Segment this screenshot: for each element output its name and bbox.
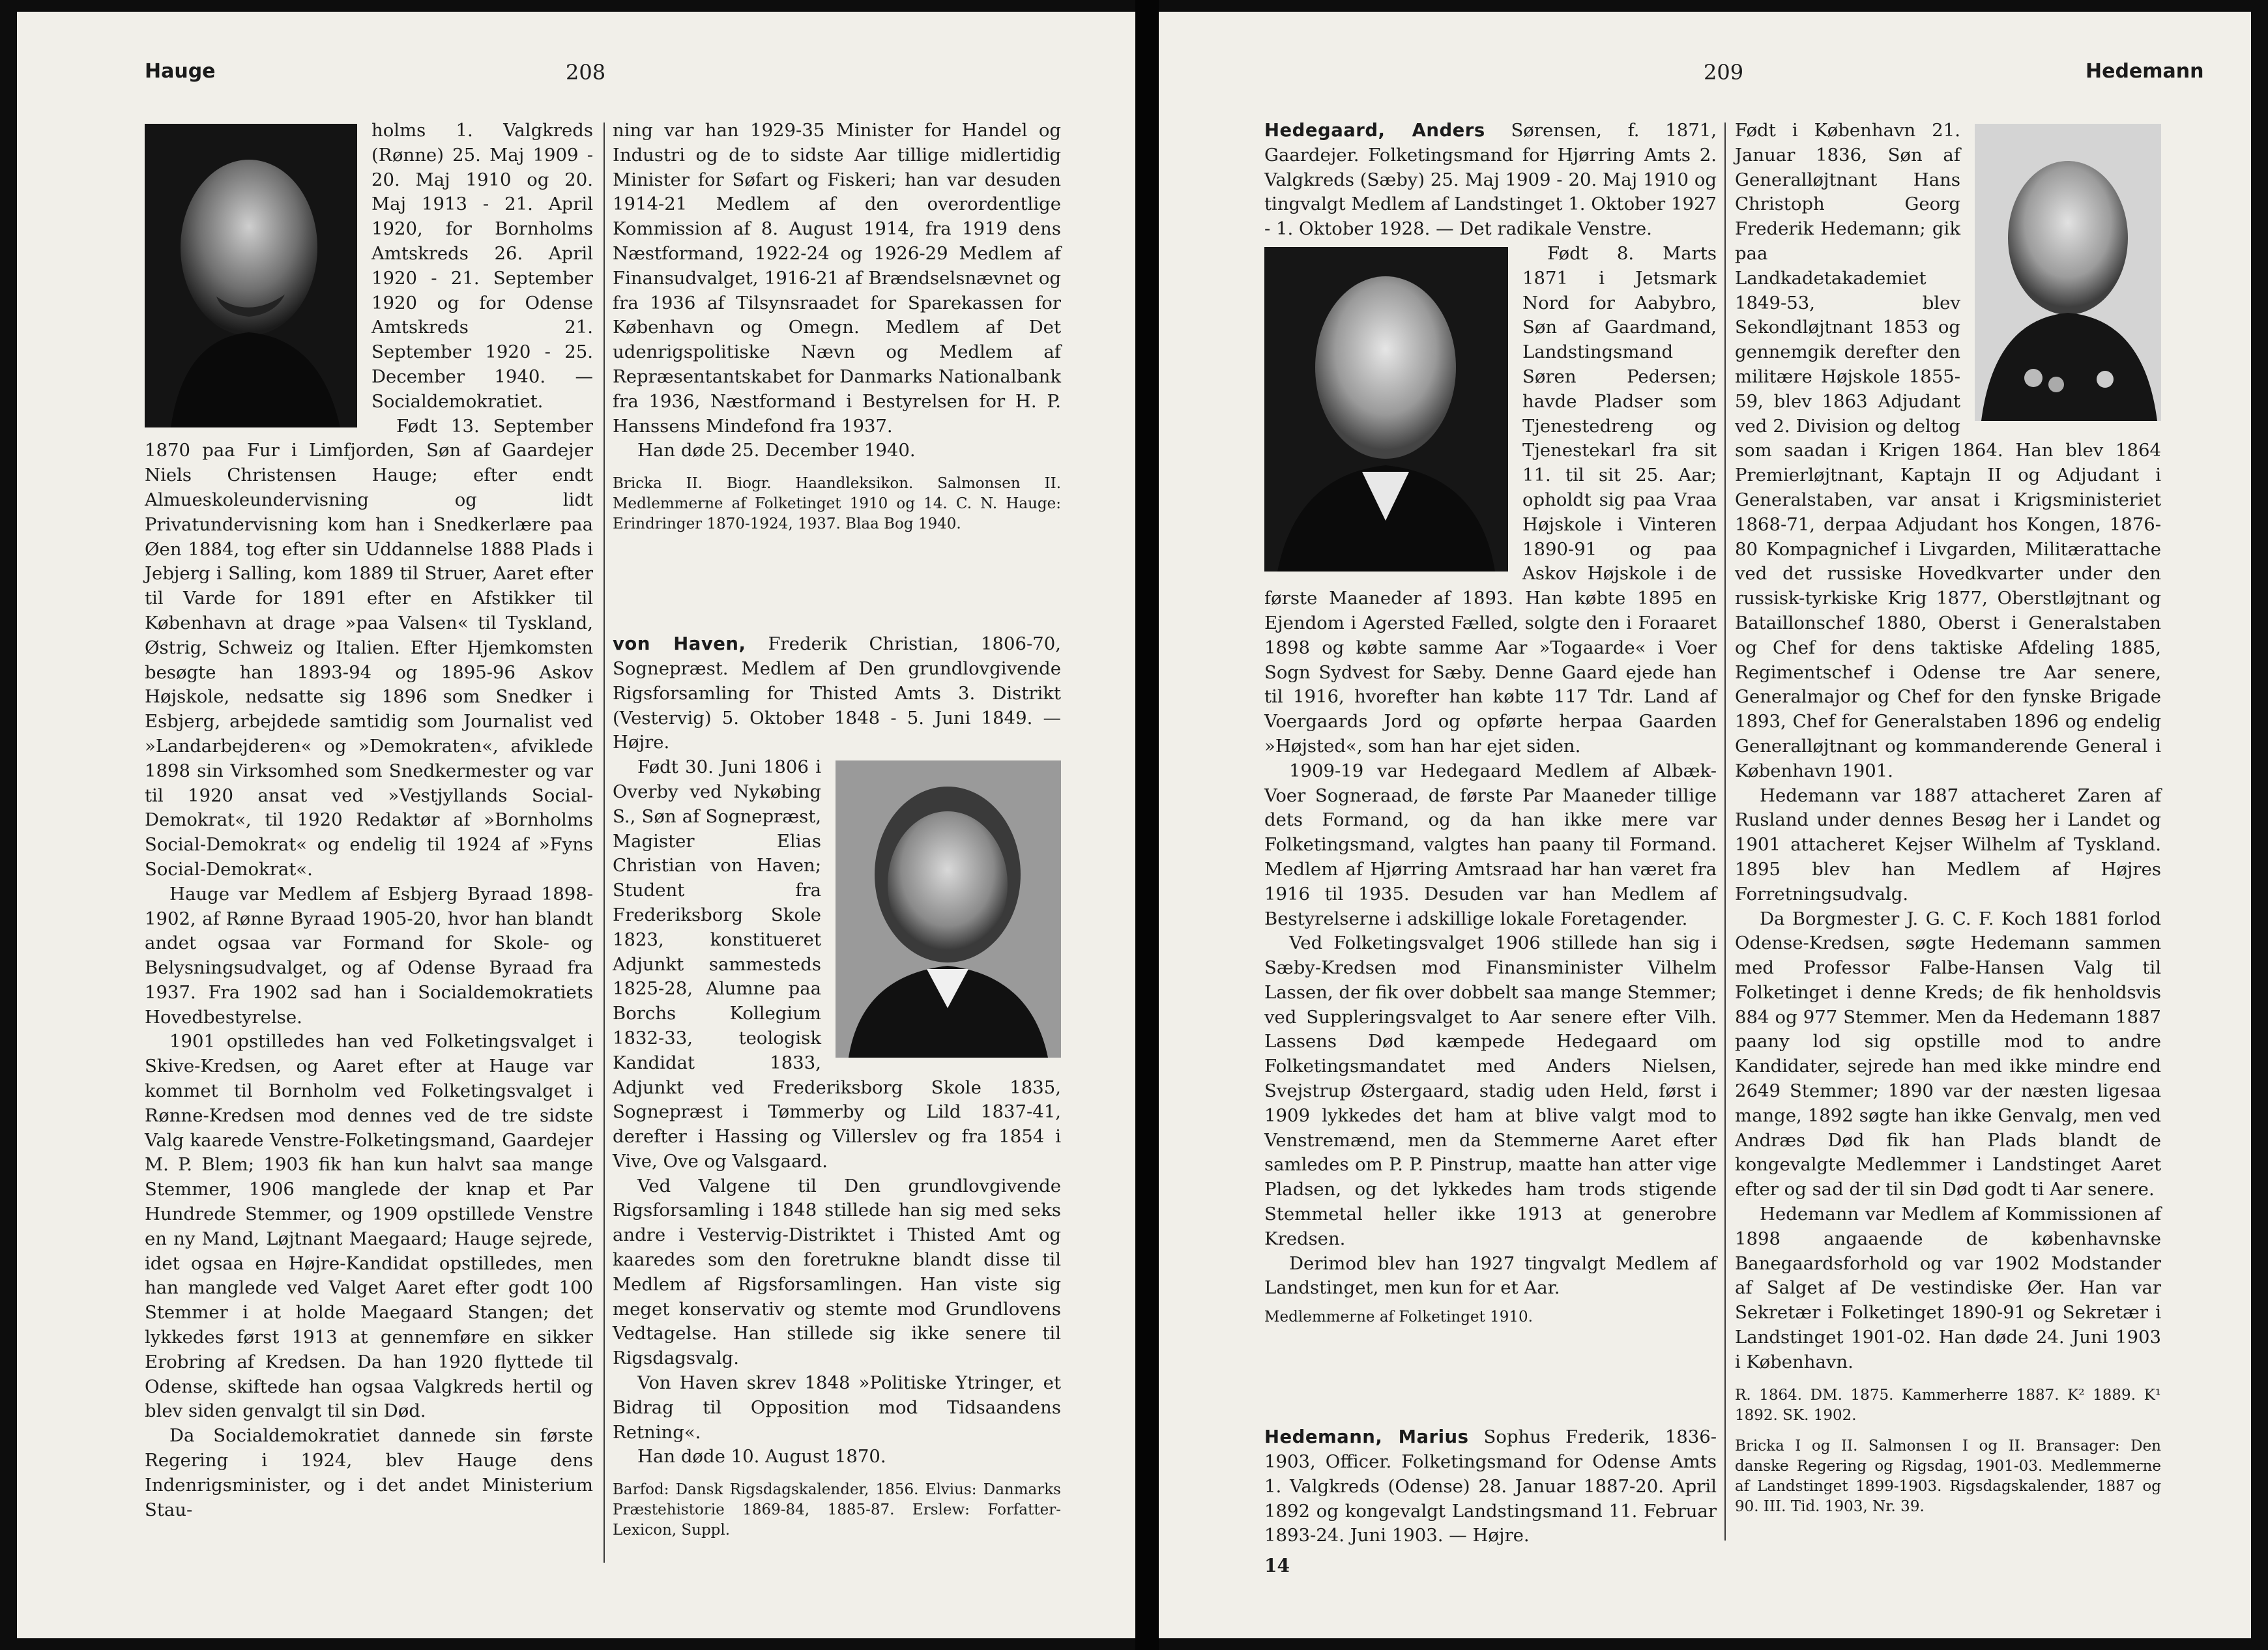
portrait-hedegaard [1264,247,1508,572]
right-column-2: Født i København 21. Januar 1836, Søn af Generalløjtnant Hans Christoph Georg Frederik Hedemann; gik paa Landkadetakademiet 1849-53, blev Sekondløjtnant 1853 og gennemgik derefter den militære Højskole 1855-59, blev 1863 Adjudant ved 2. Division og deltog som saadan i Krigen 1864. Han blev 1864 Premierløjtnant, Kaptajn II og Adjudant i Generalstaben, var ansat i Krigsministeriet 1868-71, derpaa Adjudant hos Kongen, 1876-80 Kompagnichef i Livgarden, Militærattache ved det russiske Hovedkvarter under den russisk-tyrkiske Krig 1877, Oberstløjtnant og Bataillonschef 1880, Oberst i Generalstaben og Chef for dens taktiske Afdeling 1885, Regimentschef i Odense tre Aar senere, Generalmajor og Chef for den fynske Brigade 1893, Chef for Generalstaben 1896 og endelig Generalløjtnant og kommanderende General i København 1901. Hedemann var 1887 attacheret Zaren af Rusland under dennes Besøg her i Landet og 1901 attacheret Kejser Wilhelm af Tyskland. 1895 blev han Medlem af Højres Forretningsudvalg. Da Borgmester J. G. C. F. Koch 1881 forlod Odense-Kredsen, søgte Hedemann sammen med Professor Falbe-Hansen Valg til Folketinget i denne Kreds; de fik henholdsvis 884 og 977 Stemmer. Men da Hedemann 1887 paany lod sig opstille mod to andre Kandidater, sejrede han med ikke mindre end 2649 Stemmer; 1890 var der næsten ligesaa mange, 1892 søgte han ikke Genvalg, men ved Andræs Død fik han Plads blandt de kongevalgte Medlemmer i Landstinget Aaret efter og sad der til sin Død godt ti Aar senere. Hedemann var Medlem af Kommissionen af 1898 angaaende de københavnske Banegaardsforhold og var 1902 Modstander af Salget af De vestindiske Øer. Han var Sekretær i Folketinget 1890-91 og Sekretær i Landstinget 1901-02. Han døde 24. Juni 1903 i København. R. 1864. DM. 1875. Kammerherre 1887. K² 1889. K¹ 1892. SK. 1902. Bricka I og II. Salmonsen I og II. Bransager: Den danske Regering og Rigsdag, 1901-03. Medlemmerne af Landstinget 1899-1903. Rigsdagskalender, 1887 og 90. III. Tid. 1903, Nr. 39. [1735,119,2161,1517]
left-column-2: ning var han 1929-35 Minister for Handel og Industri og de to sidste Aar tillige midlertidig Minister for Søfart og Fiskeri; han var desuden 1914-21 Medlem af den overordentlige Kommission af 8. August 1914, fra 1919 dens Næstformand, 1922-24 og 1926-29 Medlem af Finansudvalget, 1916-21 af Brændselsnævnet og fra 1936 af Tilsynsraadet for Sparekassen for København og Omegn. Medlem af Det udenrigspolitiske Nævn og Medlem af Repræsentantskabet for Danmarks Nationalbank fra 1936, Næstformand i Bestyrelsen for H. P. Hanssens Mindefond fra 1937. Han døde 25. December 1940. Bricka II. Biogr. Haandleksikon. Salmonsen II. Medlemmerne af Folketinget 1910 og 14. C. N. Hauge: Erindringer 1870-1924, 1937. Blaa Bog 1940. von Haven, Frederik Christian, 1806-70, Sognepræst. Medlem af Den grundlovgivende Rigsforsamling for Thisted Amts 3. Distrikt (Vestervig) 5. Oktober 1848 - 5. Juni 1849. — Højre. Født 30. Juni 1806 i Overby ved Nykøbing S., Søn af Sognepræst, Magister Elias Christian von Haven; Student fra Frederiksborg Skole 1823, konstitueret Adjunkt sammesteds 1825-28, Alumne paa Borchs Kollegium 1832-33, teologisk Kandidat 1833, Adjunkt ved Frederiksborg Skole 1835, Sognepræst i Tømmerby og Lild 1837-41, derefter i Hassing og Villerslev og fra 1854 i Vive, Ove og Valsgaard. Ved Valgene til Den grundlovgivende Rigsforsamling i 1848 stillede han sig med seks andre i Vestervig-Distriktet i Thisted Amt og kaaredes som den foretrukne blandt disse til Medlem af Rigsforsamlingen. Han viste sig meget konservativ og stemte mod Grundlovens Vedtagelse. Han stillede sig ikke senere til Rigsdagsvalg. Von Haven skrev 1848 »Politiske Ytringer, et Bidrag til Opposition mod Tidsaandens Retning«. Han døde 10. August 1870. Barfod: Dansk Rigsdagskalender, 1856. Elvius: Danmarks Præstehistorie 1869-84, 1885-87. Erslew: Forfatter-Lexicon, Suppl. [613,119,1061,1541]
entry-name-von-haven: von Haven, [613,633,746,655]
signature-mark: 14 [1264,1555,1290,1576]
portrait-von-haven [836,760,1061,1058]
entry-hedemann: Hedemann, Marius Sophus Frederik, 1836-1903, Officer. Folketingsmand for Odense Amts 1. Valgkreds (Odense) 28. Januar 1887-20. April 1892 og kongevalgt Landstingsmand 11. Februar 1893-24. Juni 1903. — Højre. [1264,1426,1717,1546]
column-rule-left [603,123,605,1563]
references-hedemann: Bricka I og II. Salmonsen I og II. Bransager: Den danske Regering og Rigsdag, 1901-03. Medlemmerne af Landstinget 1899-1903. Rigsdagskalender, 1887 og 90. III. Tid. 1903, Nr. 39. [1735,1437,2161,1515]
portrait-hedemann [1975,124,2161,421]
references-hedegaard: Medlemmerne af Folketinget 1910. [1264,1309,1533,1326]
entry-name-hedemann: Hedemann, Marius [1264,1426,1469,1448]
left-page [17,12,1135,1638]
column-rule-right [1724,123,1726,1541]
entry-name-hedegaard: Hedegaard, Anders [1264,120,1485,141]
entry-von-haven: von Haven, Frederik Christian, 1806-70, Sognepræst. Medlem af Den grundlovgivende Rigsforsamling for Thisted Amts 3. Distrikt (Vestervig) 5. Oktober 1848 - 5. Juni 1849. — Højre. [613,633,1061,753]
running-head-right: Hedemann [2086,60,2204,83]
references-von-haven: Barfod: Dansk Rigsdagskalender, 1856. Elvius: Danmarks Præstehistorie 1869-84, 1885-87. Erslew: Forfatter-Lexicon, Suppl. [613,1481,1061,1539]
page-number-left: 208 [566,60,606,85]
book-gutter [1135,0,1159,1650]
left-column-1: holms 1. Valgkreds (Rønne) 25. Maj 1909 - 20. Maj 1910 og 20. Maj 1913 - 21. April 1920, for Bornholms Amtskreds 26. April 1920 - 21. September 1920 og for Odense Amtskreds 21. September 1920 - 25. December 1940. — Socialdemokratiet. Født 13. September 1870 paa Fur i Limfjorden, Søn af Gaardejer Niels Christensen Hauge; efter endt Almueskoleundervisning og lidt Privatundervisning kom han i Snedkerlære paa Øen 1884, tog efter sin Uddannelse 1888 Plads i Jebjerg i Salling, kom 1889 til Struer, Aaret efter til Varde for 1891 efter en Afstikker til København at drage »paa Valsen« til Tyskland, Østrig, Schweiz og Italien. Efter Hjemkomsten besøgte han 1893-94 og 1895-96 Askov Højskole, nedsatte sig 1896 som Snedker i Esbjerg, arbejdede samtidig som Journalist ved »Landarbejderen« og »Demokraten«, afviklede 1898 sin Virksomhed som Snedkermester og var til 1920 ansat ved »Vestjyllands Social-Demokrat«, til 1920 Redaktør af »Bornholms Social-Demokrat« og endelig til 1924 af »Fyns Social-Demokrat«. Hauge var Medlem af Esbjerg Byraad 1898-1902, af Rønne Byraad 1905-20, hvor han blandt andet ogsaa var Formand for Skole- og Belysningsudvalget, og af Odense Byraad fra 1937. Fra 1902 sad han i Socialdemokratiets Hovedbestyrelse. 1901 opstilledes han ved Folketingsvalget i Skive-Kredsen, og Aaret efter at Hauge var kommet til Bornholm ved Folketingsvalget i Rønne-Kredsen mod dennes ved de tre sidste Valg kaarede Venstre-Folketingsmand, Gaardejer M. P. Blem; 1903 fik han kun halvt saa mange Stemmer, 1906 manglede der knap et Par Hundrede Stemmer, og 1909 opstillede Venstre en ny Mand, Løjtnant Maegaard; Hauge sejrede, idet ogsaa en Højre-Kandidat opstilledes, men han manglede ved Valget Aaret efter godt 100 Stemmer i at holde Maegaard Stangen; det lykkedes først 1913 at gennemføre en sikker Erobring af Kredsen. Da han 1920 flyttede til Odense, skiftede han ogsaa Valgkreds hertil og blev siden genvalgt til sin Død. Da Socialdemokratiet dannede sin første Regering i 1924, blev Hauge dens Indenrigsminister, og i det andet Ministerium Stau- [145,120,593,1520]
entry-hedegaard: Hedegaard, Anders Sørensen, f. 1871, Gaardejer. Folketingsmand for Hjørring Amts 2. Valgkreds (Sæby) 25. Maj 1909 - 20. Maj 1910 og tingvalgt Medlem af Landstinget 1. Oktober 1927 - 1. Oktober 1928. — Det radikale Venstre. [1264,120,1717,240]
right-page [1159,12,2251,1638]
references-hauge: Bricka II. Biogr. Haandleksikon. Salmonsen II. Medlemmerne af Folketinget 1910 og 14. C. N. Hauge: Erindringer 1870-1924, 1937. Blaa Bog 1940. [613,475,1061,533]
page-number-right: 209 [1704,60,1744,85]
right-column-1: Hedegaard, Anders Sørensen, f. 1871, Gaardejer. Folketingsmand for Hjørring Amts 2. Valgkreds (Sæby) 25. Maj 1909 - 20. Maj 1910 og tingvalgt Medlem af Landstinget 1. Oktober 1927 - 1. Oktober 1928. — Det radikale Venstre. Født 8. Marts 1871 i Jetsmark Nord for Aabybro, Søn af Gaardmand, Landstingsmand Søren Pedersen; havde Pladser som Tjenestedreng og Tjenestekarl fra sit 11. til sit 25. Aar; opholdt sig paa Vraa Højskole i Vinteren 1890-91 og paa Askov Højskole i de første Maaneder af 1893. Han købte 1895 en Ejendom i Agersted Fælled, solgte den i Foraaret 1898 og købte samme Aar »Togaarde« i Voer Sogn Sydvest for Sæby. Denne Gaard ejede han til 1916, hvorefter han købte 117 Tdr. Land af Voergaards Jord og opførte herpaa Gaarden »Højsted«, som han har ejet siden. 1909-19 var Hedegaard Medlem af Albæk-Voer Sogneraad, de første Par Maaneder tillige dets Formand, og da han ikke mere var Folketingsmand, valgtes han paany til Formand. Medlem af Hjørring Amtsraad har han været fra 1916 til 1935. Desuden var han Medlem af Bestyrelserne i adskillige lokale Foretagender. Ved Folketingsvalget 1906 stillede han sig i Sæby-Kredsen mod Finansminister Vilhelm Lassen, der fik over dobbelt saa mange Stemmer; ved Suppleringsvalget to Aar senere efter Vilh. Lassens Død kæmpede Hedegaard om Folketingsmandatet med Anders Nielsen, Svejstrup Østergaard, stadig uden Held, først i 1909 lykkedes det ham at blive valgt mod to Venstremænd, men da Stemmerne Aaret efter samledes om P. P. Pinstrup, maatte han atter vige Pladsen, og det lykkedes ham trods stigende Stemmetal heller ikke 1913 at generobre Kredsen. Derimod blev han 1927 tingvalgt Medlem af Landstinget, men kun for et Aar. Medlemmerne af Folketinget 1910. Hedemann, Marius Sophus Frederik, 1836-1903, Officer. Folketingsmand for Odense Amts 1. Valgkreds (Odense) 28. Januar 1887-20. April 1892 og kongevalgt Landstingsmand 11. Februar 1893-24. Juni 1903. — Højre. [1264,119,1717,1548]
running-head-left: Hauge [145,60,216,83]
portrait-hauge [145,124,357,427]
orders-hedemann: R. 1864. DM. 1875. Kammerherre 1887. K² 1889. K¹ 1892. SK. 1902. [1735,1386,2161,1424]
